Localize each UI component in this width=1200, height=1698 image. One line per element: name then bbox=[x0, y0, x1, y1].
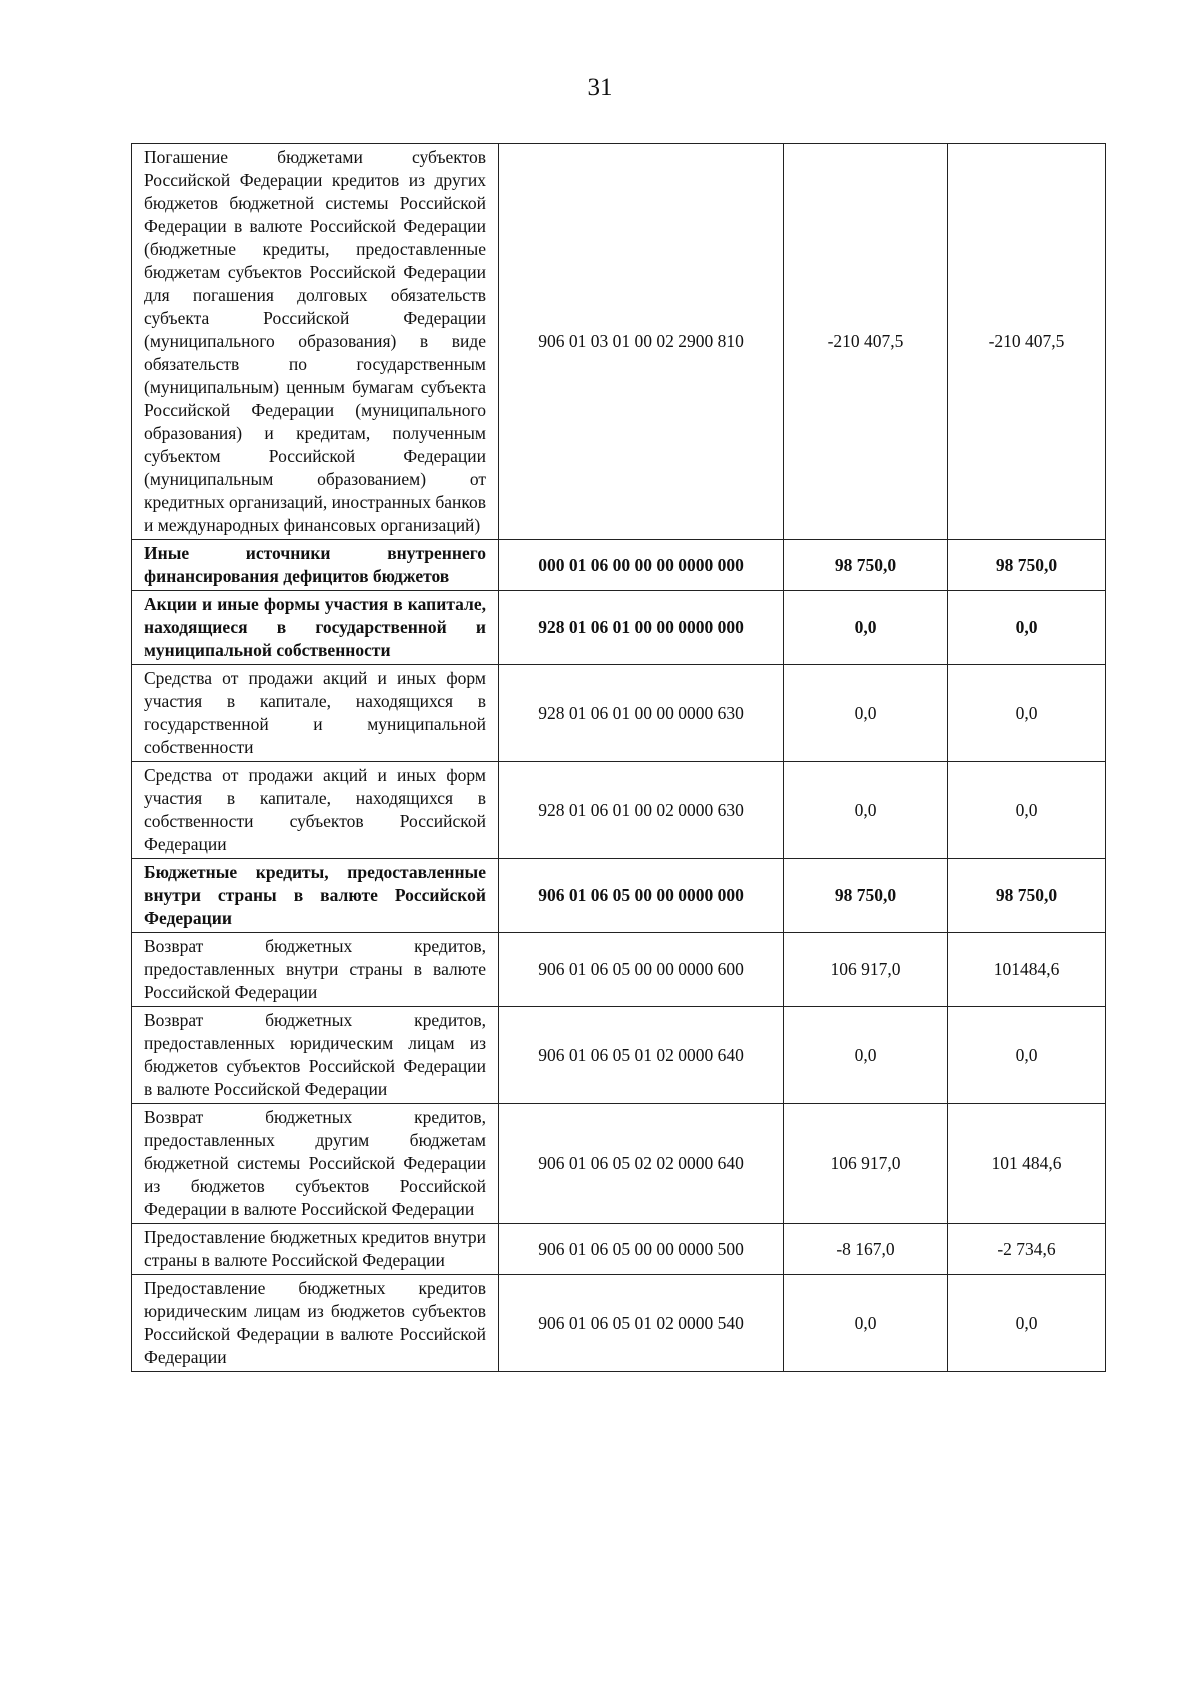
page-number: 31 bbox=[587, 74, 613, 101]
row-name-cell: Предоставление бюджетных кредитов внутри страны в валюте Российской Федерации bbox=[132, 1224, 499, 1275]
row-name-cell: Предоставление бюджетных кредитов юридическим лицам из бюджетов субъектов Российской Федерации в валюте Российской Федерации bbox=[132, 1275, 499, 1372]
value-1-cell: -210 407,5 bbox=[784, 144, 948, 540]
value-1-cell: 0,0 bbox=[784, 665, 948, 762]
value-1-cell: 98 750,0 bbox=[784, 540, 948, 591]
budget-code-cell: 906 01 06 05 01 02 0000 540 bbox=[499, 1275, 784, 1372]
table-row bbox=[132, 1104, 1106, 1224]
value-2-cell: 0,0 bbox=[948, 591, 1106, 665]
row-name-cell: Средства от продажи акций и иных форм участия в капитале, находящихся в собственности субъектов Российской Федерации bbox=[132, 762, 499, 859]
value-1-cell: 0,0 bbox=[784, 591, 948, 665]
table-row bbox=[132, 591, 1106, 665]
table-row bbox=[132, 144, 1106, 540]
value-2-cell: 0,0 bbox=[948, 665, 1106, 762]
table-row bbox=[132, 665, 1106, 762]
row-name-cell: Возврат бюджетных кредитов, предоставленных другим бюджетам бюджетной системы Российской Федерации из бюджетов субъектов Российской Федерации в валюте Российской Федерации bbox=[132, 1104, 499, 1224]
value-2-cell: 0,0 bbox=[948, 1007, 1106, 1104]
table-row bbox=[132, 540, 1106, 591]
budget-code-cell: 928 01 06 01 00 02 0000 630 bbox=[499, 762, 784, 859]
table-row bbox=[132, 859, 1106, 933]
row-name-cell: Погашение бюджетами субъектов Российской Федерации кредитов из других бюджетов бюджетной системы Российской Федерации в валюте Российской Федерации (бюджетные кредиты, предоставленные бюджетам субъектов Российской Федерации для погашения долговых обязательств субъекта Российской Федерации (муниципального образования) в виде обязательств по государственным (муниципальным) ценным бумагам субъекта Российской Федерации (муниципального образования) и кредитам, полученным субъектом Российской Федерации (муниципальным образованием) от кредитных организаций, иностранных банков и международных финансовых организаций) bbox=[132, 144, 499, 540]
budget-code-cell: 928 01 06 01 00 00 0000 000 bbox=[499, 591, 784, 665]
row-name-cell: Акции и иные формы участия в капитале, находящиеся в государственной и муниципальной собственности bbox=[132, 591, 499, 665]
row-name-cell: Возврат бюджетных кредитов, предоставленных юридическим лицам из бюджетов субъектов Российской Федерации в валюте Российской Федерации bbox=[132, 1007, 499, 1104]
budget-code-cell: 906 01 06 05 00 00 0000 600 bbox=[499, 933, 784, 1007]
budget-code-cell: 906 01 06 05 00 00 0000 500 bbox=[499, 1224, 784, 1275]
value-2-cell: 0,0 bbox=[948, 1275, 1106, 1372]
row-name-cell: Иные источники внутреннего финансирования дефицитов бюджетов bbox=[132, 540, 499, 591]
budget-sources-table bbox=[131, 143, 1106, 1372]
value-1-cell: 106 917,0 bbox=[784, 1104, 948, 1224]
value-2-cell: 101484,6 bbox=[948, 933, 1106, 1007]
row-name-cell: Бюджетные кредиты, предоставленные внутри страны в валюте Российской Федерации bbox=[132, 859, 499, 933]
row-name-cell: Средства от продажи акций и иных форм участия в капитале, находящихся в государственной и муниципальной собственности bbox=[132, 665, 499, 762]
budget-code-cell: 906 01 06 05 00 00 0000 000 bbox=[499, 859, 784, 933]
value-1-cell: 106 917,0 bbox=[784, 933, 948, 1007]
table-row bbox=[132, 762, 1106, 859]
value-2-cell: 0,0 bbox=[948, 762, 1106, 859]
value-2-cell: 98 750,0 bbox=[948, 859, 1106, 933]
budget-code-cell: 000 01 06 00 00 00 0000 000 bbox=[499, 540, 784, 591]
table-row bbox=[132, 933, 1106, 1007]
value-1-cell: -8 167,0 bbox=[784, 1224, 948, 1275]
value-2-cell: -2 734,6 bbox=[948, 1224, 1106, 1275]
table-row bbox=[132, 1275, 1106, 1372]
value-2-cell: 101 484,6 bbox=[948, 1104, 1106, 1224]
table-row bbox=[132, 1224, 1106, 1275]
value-2-cell: 98 750,0 bbox=[948, 540, 1106, 591]
value-1-cell: 0,0 bbox=[784, 762, 948, 859]
value-1-cell: 0,0 bbox=[784, 1275, 948, 1372]
budget-code-cell: 906 01 06 05 02 02 0000 640 bbox=[499, 1104, 784, 1224]
value-1-cell: 0,0 bbox=[784, 1007, 948, 1104]
budget-code-cell: 906 01 03 01 00 02 2900 810 bbox=[499, 144, 784, 540]
table-row bbox=[132, 1007, 1106, 1104]
row-name-cell: Возврат бюджетных кредитов, предоставленных внутри страны в валюте Российской Федерации bbox=[132, 933, 499, 1007]
budget-code-cell: 906 01 06 05 01 02 0000 640 bbox=[499, 1007, 784, 1104]
value-1-cell: 98 750,0 bbox=[784, 859, 948, 933]
budget-code-cell: 928 01 06 01 00 00 0000 630 bbox=[499, 665, 784, 762]
value-2-cell: -210 407,5 bbox=[948, 144, 1106, 540]
table-body bbox=[132, 144, 1106, 1372]
